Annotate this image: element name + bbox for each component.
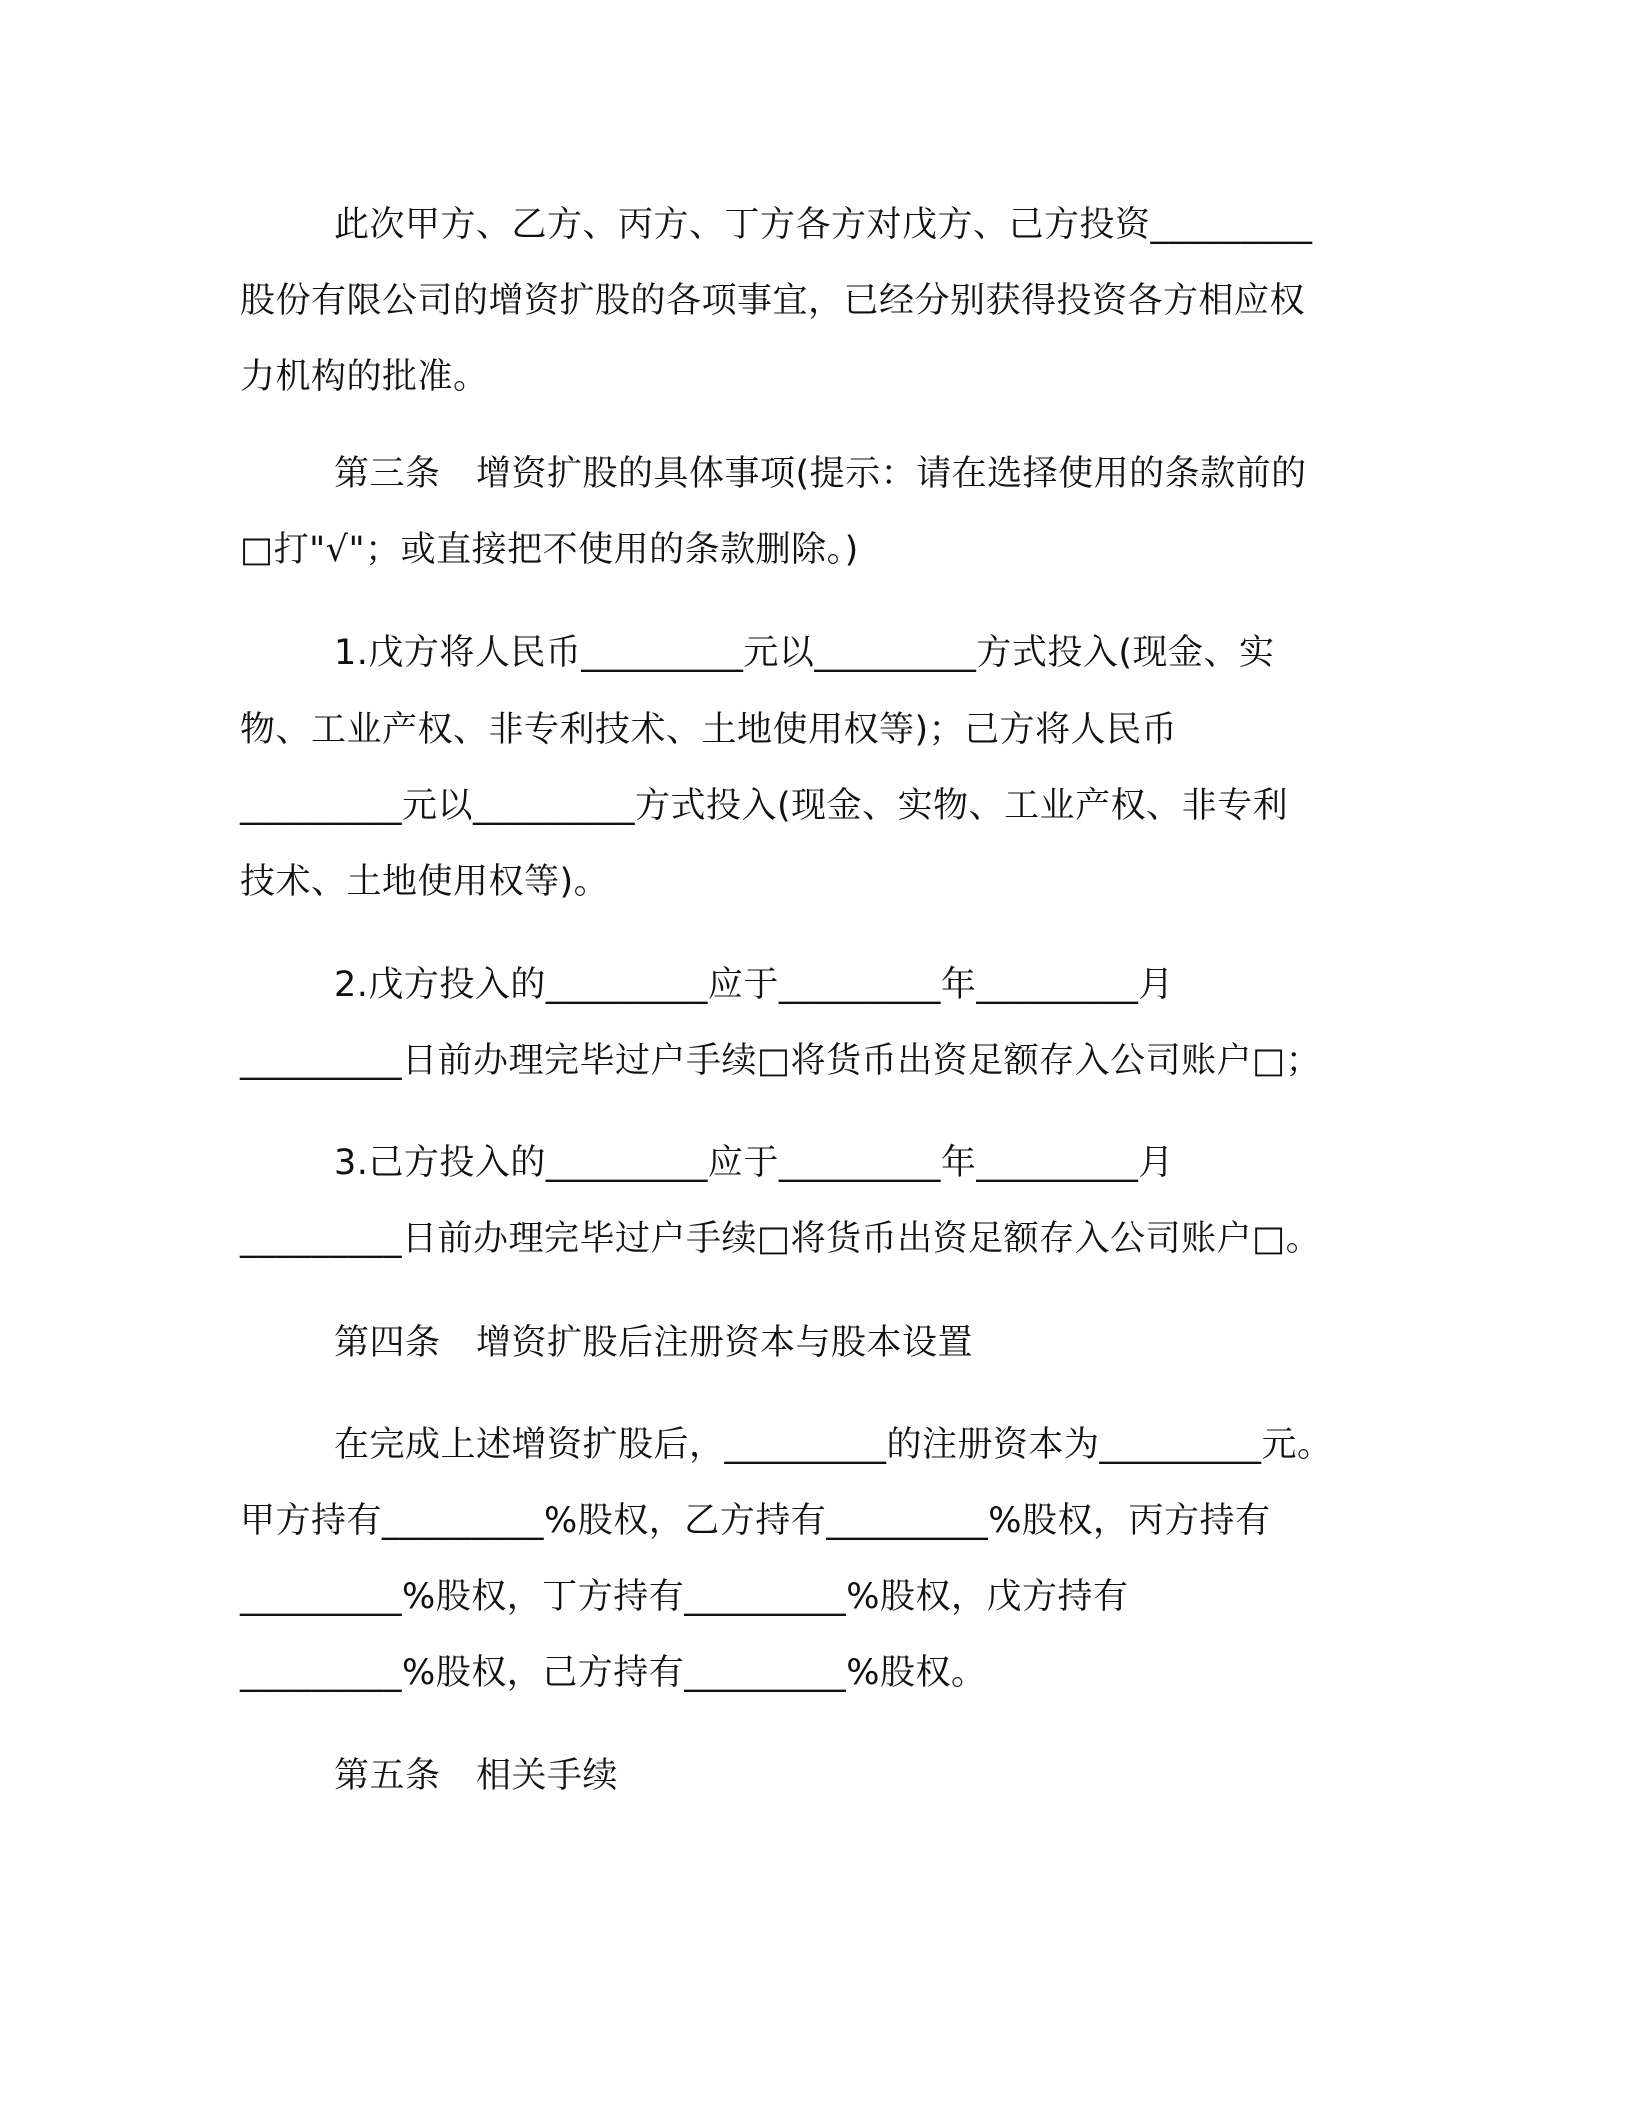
item-1-line-4: 技术、土地使用权等)。 [240, 862, 610, 902]
item-3-line-2: _________日前办理完毕过户手续□将货币出资足额存入公司账户□。 [240, 1219, 1322, 1259]
article-4-para-line-2: 甲方持有_________%股权，乙方持有_________%股权，丙方持有 [240, 1501, 1271, 1541]
item-3-line-1: 3.己方投入的_________应于_________年_________月 [334, 1143, 1174, 1183]
paragraph-approval-line-2: 股份有限公司的增资扩股的各项事宜，已经分别获得投资各方相应权 [240, 281, 1306, 321]
article-4-para-line-4: _________%股权，己方持有_________%股权。 [240, 1653, 987, 1693]
item-2-line-2: _________日前办理完毕过户手续□将货币出资足额存入公司账户□； [240, 1041, 1322, 1081]
item-1-line-1: 1.戊方将人民币_________元以_________方式投入(现金、实 [334, 633, 1275, 673]
paragraph-approval-line-3: 力机构的批准。 [240, 357, 489, 397]
item-1-line-3: _________元以_________方式投入(现金、实物、工业产权、非专利 [240, 786, 1289, 826]
article-3-heading-line-1: 第三条 增资扩股的具体事项(提示：请在选择使用的条款前的 [334, 454, 1307, 494]
article-4-para-line-3: _________%股权，丁方持有_________%股权，戊方持有 [240, 1577, 1129, 1617]
item-1-line-2: 物、工业产权、非专利技术、土地使用权等)；己方将人民币 [240, 710, 1178, 750]
article-3-heading-line-2: □打"√"；或直接把不使用的条款删除。) [240, 530, 859, 570]
article-5-heading: 第五条 相关手续 [334, 1756, 619, 1796]
article-4-heading: 第四条 增资扩股后注册资本与股本设置 [334, 1323, 974, 1363]
item-2-line-1: 2.戊方投入的_________应于_________年_________月 [334, 965, 1174, 1005]
article-4-para-line-1: 在完成上述增资扩股后，_________的注册资本为_________元。 [334, 1425, 1333, 1465]
paragraph-approval-line-1: 此次甲方、乙方、丙方、丁方各方对戊方、己方投资_________ [334, 205, 1313, 245]
